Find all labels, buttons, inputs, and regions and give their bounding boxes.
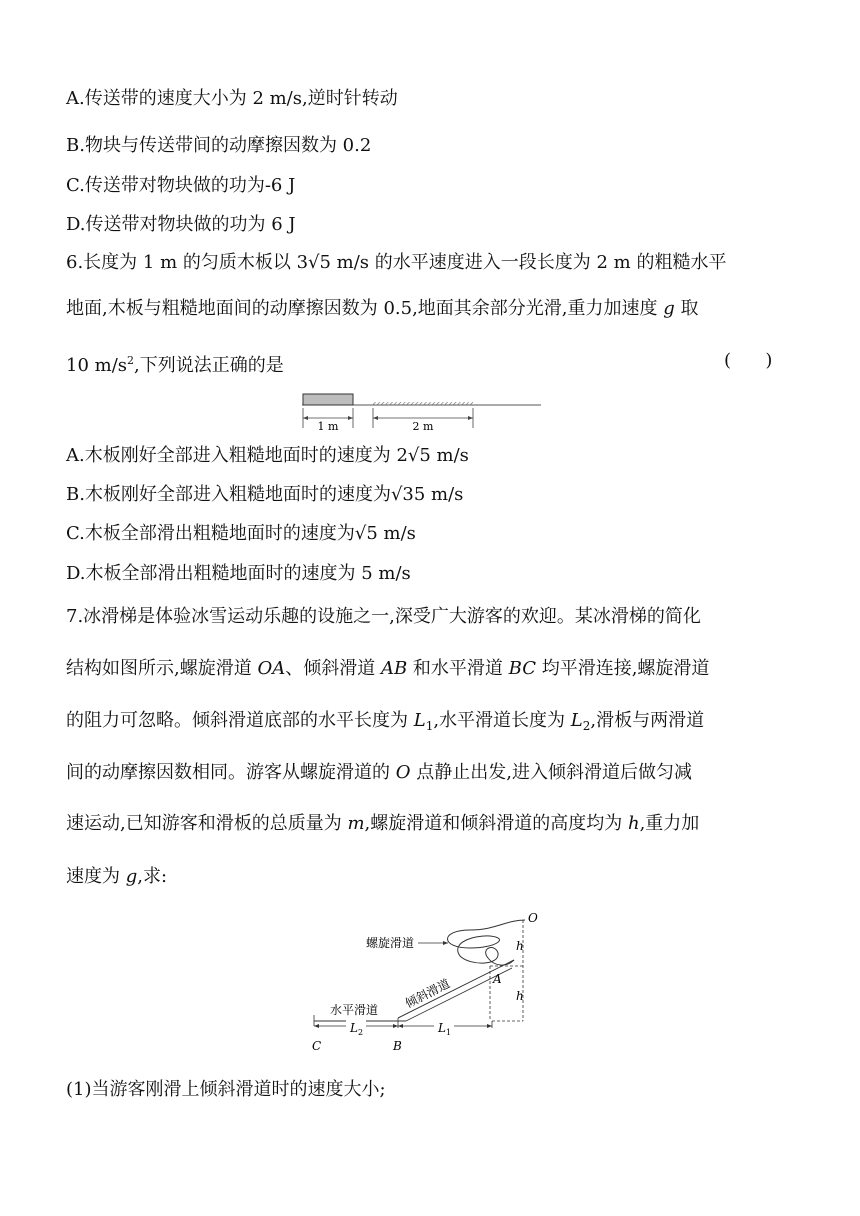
board-length-label: 1 m [317, 420, 339, 433]
q6-stem-line3: 10 $m/s^2$,下列说法正确的是 [66, 354, 284, 376]
q5-option-a: A.传送带的速度大小为 2 m/s,逆时针转动 [66, 88, 398, 109]
l2-label: L [350, 1021, 358, 1035]
q5-option-c: C.传送带对物块做的功为-6 J [66, 175, 296, 196]
incline-track [398, 960, 514, 1018]
q6-option-b: B.木板刚好全部进入粗糙地面时的速度为√35 m/s [66, 484, 464, 505]
rough-ground [373, 402, 473, 405]
horizontal-slide-label: 水平滑道 [330, 1003, 379, 1017]
q7-subquestion-1: (1)当游客刚滑上倾斜滑道时的速度大小; [66, 1079, 386, 1100]
q6-option-d: D.木板全部滑出粗糙地面时的速度为 5 m/s [66, 563, 411, 584]
wooden-board [303, 394, 353, 405]
spiral-track [448, 920, 526, 965]
q5-option-b: B.物块与传送带间的动摩擦因数为 0.2 [66, 135, 372, 156]
q7-figure [310, 908, 550, 1058]
q7-stem-line3: 的阻力可忽略。倾斜滑道底部的水平长度为 $L_1$,水平滑道长度为 $L_2$,滑板与两滑道 [66, 710, 705, 733]
q6-stem-line2: 地面,木板与粗糙地面间的动摩擦因数为 0.5,地面其余部分光滑,重力加速度 g 取 [66, 298, 699, 319]
spiral-slide-label: 螺旋滑道 [366, 936, 415, 950]
point-a-label: A [493, 972, 502, 986]
q7-stem-line1: 7.冰滑梯是体验冰雪运动乐趣的设施之一,深受广大游客的欢迎。某冰滑梯的简化 [66, 606, 701, 627]
q6-option-c: C.木板全部滑出粗糙地面时的速度为√5 m/s [66, 523, 416, 544]
answer-bracket: ( ) [724, 350, 773, 371]
q7-stem-line2: 结构如图所示,螺旋滑道 OA、倾斜滑道 AB 和水平滑道 BC 均平滑连接,螺旋滑道 [66, 658, 710, 679]
rough-length-label: 2 m [412, 420, 434, 433]
q6-figure [300, 388, 545, 434]
height-top-label: h [516, 939, 524, 953]
point-c-label: C [312, 1039, 322, 1053]
q6-option-a: A.木板刚好全部进入粗糙地面时的速度为 2√5 m/s [66, 445, 469, 466]
q7-stem-line4: 间的动摩擦因数相同。游客从螺旋滑道的 O 点静止出发,进入倾斜滑道后做匀减 [66, 762, 692, 783]
point-b-label: B [393, 1039, 402, 1053]
svg-text:L1: $L_1$ [438, 1021, 452, 1037]
q5-option-d: D.传送带对物块做的功为 6 J [66, 214, 296, 235]
q6-stem-line1: 6.长度为 1 m 的匀质木板以 3√5 m/s 的水平速度进入一段长度为 2 m 的粗糙水平 [66, 252, 727, 273]
point-o-label: O [528, 911, 538, 925]
incline-slide-label: 倾斜滑道 [403, 976, 453, 1011]
height-bottom-label: h [516, 989, 524, 1003]
q7-stem-line6: 速度为 g,求: [66, 866, 168, 887]
l1-label: L [438, 1021, 446, 1035]
svg-text:L2: $L_2$ [350, 1021, 364, 1037]
q7-stem-line5: 速运动,已知游客和滑板的总质量为 m,螺旋滑道和倾斜滑道的高度均为 h,重力加 [66, 813, 700, 834]
